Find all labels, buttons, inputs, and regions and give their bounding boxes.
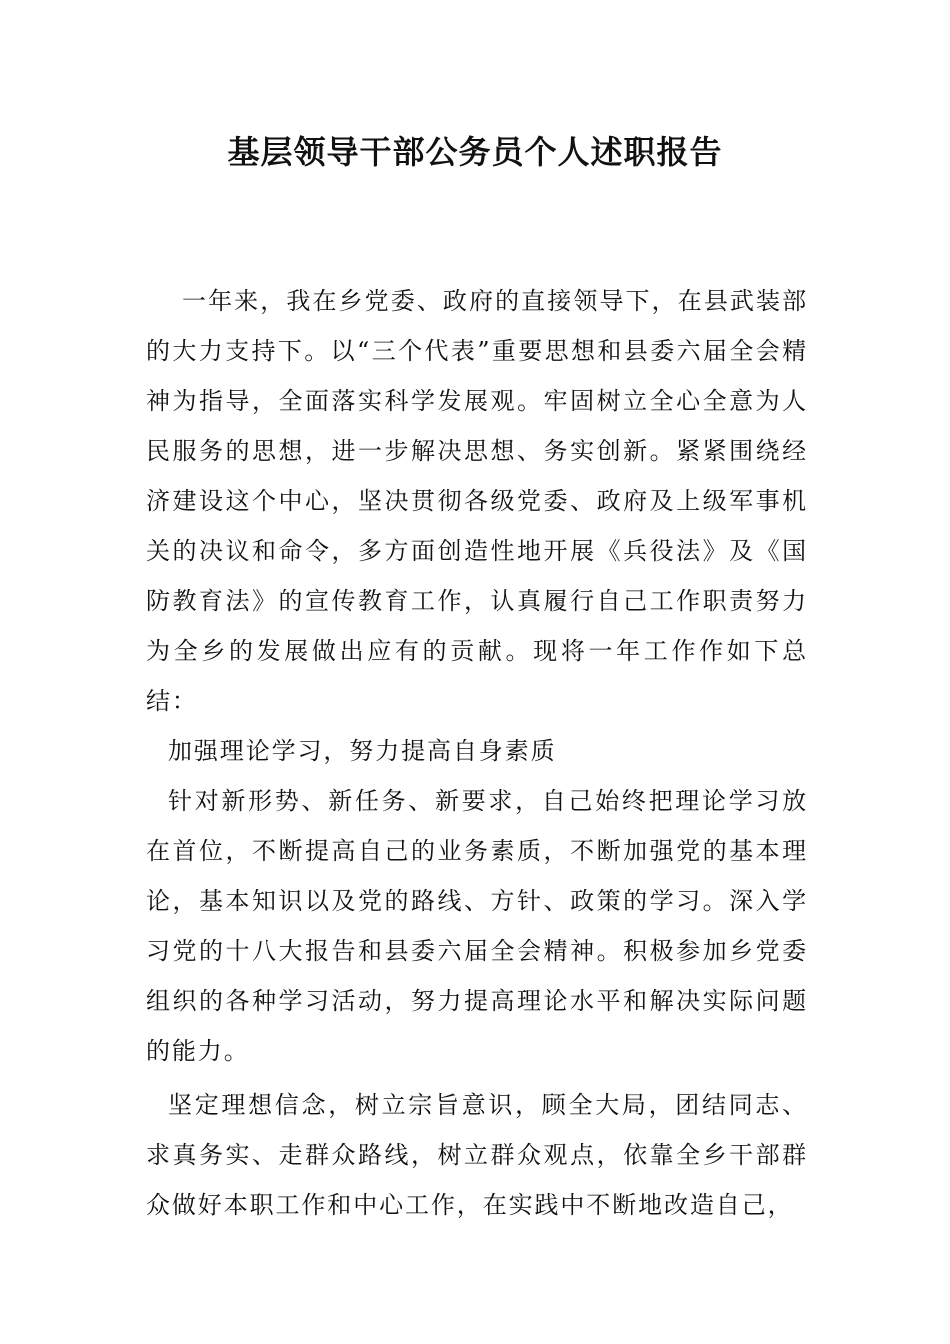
paragraph-ideals-beliefs: 坚定理想信念，树立宗旨意识，顾全大局，团结同志、求真务实、走群众路线，树立群众观点，依靠全乡干部群众做好本职工作和中心工作，在实践中不断地改造自己， bbox=[146, 1091, 808, 1219]
paragraph-intro: 一年来，我在乡党委、政府的直接领导下，在县武装部的大力支持下。以“三个代表”重要思想和县委六届全会精神为指导，全面落实科学发展观。牢固树立全心全意为人民服务的思想，进一步解决思想、务实创新。紧紧围绕经济建设这个中心，坚决贯彻各级党委、政府及上级军事机关的决议和命令，多方面创造性地开展《兵役法》及《国防教育法》的宣传教育工作，认真履行自己工作职责努力为全乡的发展做出应有的贡献。现将一年工作作如下总结： bbox=[146, 287, 808, 715]
document-title: 基层领导干部公务员个人述职报告 bbox=[227, 133, 723, 171]
paragraph-theory-study: 针对新形势、新任务、新要求，自己始终把理论学习放在首位，不断提高自己的业务素质，不断加强党的基本理论，基本知识以及党的路线、方针、政策的学习。深入学习党的十八大报告和县委六届全会精神。积极参加乡党委组织的各种学习活动，努力提高理论水平和解决实际问题的能力。 bbox=[146, 787, 808, 1065]
document-body bbox=[146, 276, 808, 1230]
section-heading-theory-study: 加强理论学习，努力提高自身素质 bbox=[168, 737, 557, 765]
